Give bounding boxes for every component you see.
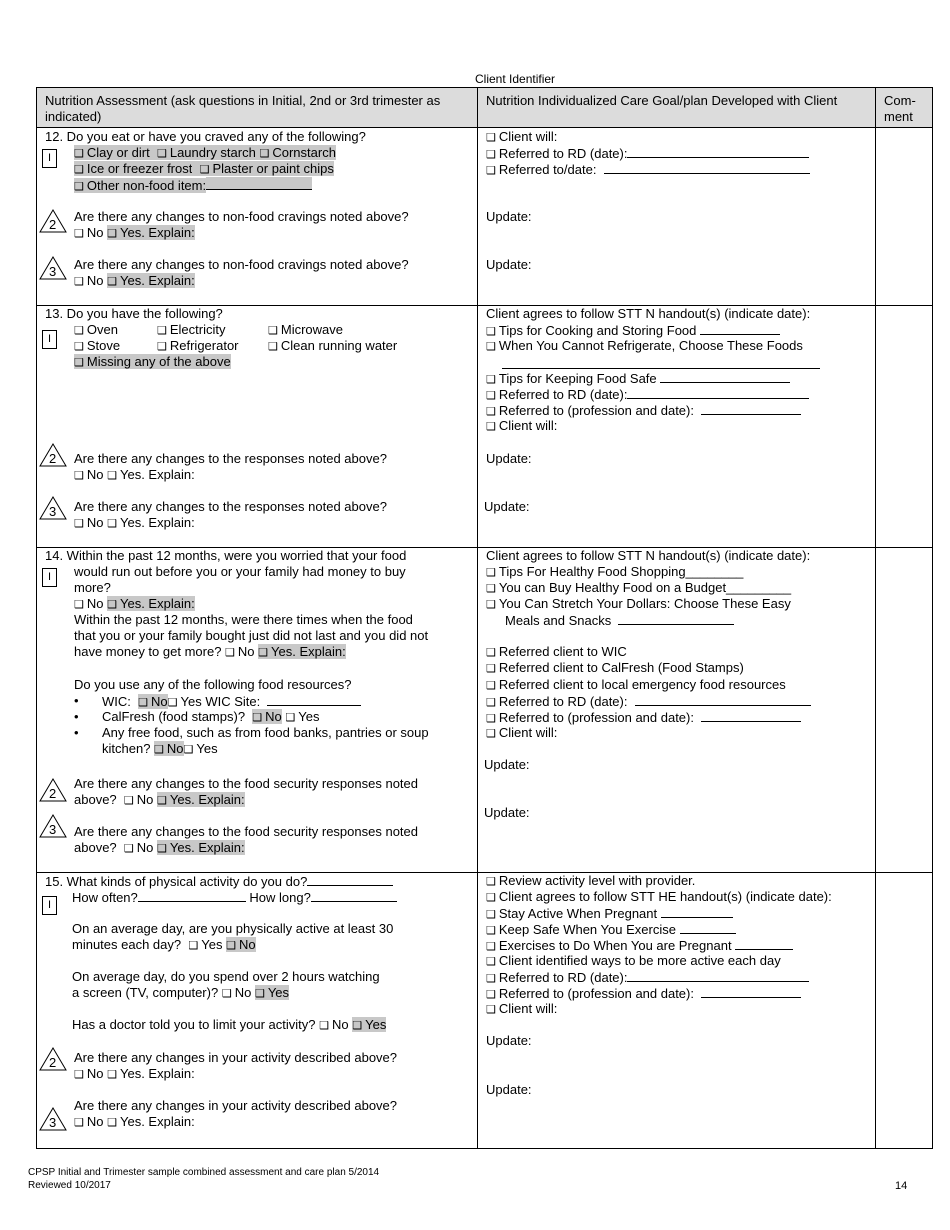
activity-field[interactable] (307, 873, 393, 886)
q14-handout-stretch (486, 596, 791, 613)
footer-line2: Reviewed 10/2017 (28, 1180, 111, 1191)
q15-active-line1: On an average day, are you physically active at least 30 (72, 921, 394, 936)
date-field[interactable] (735, 937, 793, 950)
q14-handout-stretch-cont: Meals and Snacks (505, 612, 734, 629)
svg-text:2: 2 (49, 786, 57, 801)
yes-explain-checkbox[interactable]: ❑ Yes. Explain: (157, 792, 245, 807)
no-checkbox[interactable]: ❑ No (74, 1066, 104, 1081)
yes-explain-checkbox[interactable]: ❑ Yes. Explain: (107, 273, 195, 288)
plan-checkbox[interactable]: ❑ When You Cannot Refrigerate, Choose These Foods (486, 338, 803, 353)
screen-yes-checkbox[interactable]: ❑ Yes (255, 985, 289, 1000)
q14-change-question-3-line1: Are there any changes to the food security responses noted (74, 824, 418, 839)
q15-doctor: Has a doctor told you to limit your activity? ❑ No ❑ Yes (72, 1017, 386, 1034)
q15-plan-intro (486, 889, 832, 906)
header-col3: Com-ment (876, 88, 932, 128)
q14-wic-row: • WIC: ❑ No❑ Yes WIC Site: (102, 693, 361, 711)
no-checkbox[interactable]: ❑ No (74, 467, 104, 482)
plan-checkbox[interactable]: ❑ Referred client to local emergency food resources (486, 677, 786, 692)
yes-explain-checkbox[interactable]: ❑ Yes. Explain: (107, 1114, 195, 1129)
q12-answer-2 (74, 225, 195, 242)
q12-update-3: Update: (486, 257, 532, 272)
option-stove[interactable]: ❑ Stove (74, 338, 120, 355)
q14-answer-worried (74, 596, 195, 613)
q14-question-line2: would run out before you or your family had money to buy (74, 564, 406, 579)
q15-question: 15. What kinds of physical activity do you do? (45, 873, 393, 890)
q12-answer-3 (74, 273, 195, 290)
q13-update-2: Update: (486, 451, 532, 466)
date-field[interactable] (701, 709, 801, 722)
no-checkbox[interactable]: ❑ No (74, 225, 104, 240)
q15-screen-line2: a screen (TV, computer)? ❑ No ❑ Yes (72, 985, 289, 1002)
q12-update-2: Update: (486, 209, 532, 224)
q15-frequency: How often? How long? (72, 889, 397, 906)
q14-free-food-line2: kitchen? ❑ No❑ Yes (102, 741, 218, 758)
q14-plan-calfresh (486, 660, 744, 677)
header-col1: Nutrition Assessment (ask questions in Initial, 2nd or 3rd trimester as indicated) (37, 88, 477, 128)
q14-q2-line2: that you or your family bought just did not last and you did not (74, 628, 429, 643)
third-trimester-marker (39, 814, 67, 838)
date-field[interactable] (701, 402, 801, 415)
plan-checkbox[interactable]: ❑ Client will: (486, 1001, 557, 1016)
q14-resources-question: Do you use any of the following food resources? (74, 677, 352, 692)
q14-question-line1: 14. Within the past 12 months, were you worried that your food (45, 548, 407, 563)
q14-change-question-2-line2: above? ❑ No ❑ Yes. Explain: (74, 792, 245, 809)
yes-explain-checkbox[interactable]: ❑ Yes. Explain: (157, 840, 245, 855)
option-other-nonfood[interactable]: ❑ Other non-food item: (74, 178, 206, 193)
q15-update-2: Update: (486, 1033, 532, 1048)
q14-change-question-2-line1: Are there any changes to the food security responses noted (74, 776, 418, 791)
second-trimester-marker (39, 443, 67, 467)
q14-plan-wic (486, 644, 627, 661)
how-long-field[interactable] (311, 889, 397, 902)
date-field[interactable] (701, 985, 801, 998)
q12-options-row2 (74, 161, 334, 178)
q15-answer-3 (74, 1114, 195, 1131)
initial-visit-marker: I (42, 149, 57, 168)
third-trimester-marker (39, 256, 67, 280)
date-field[interactable] (627, 145, 809, 158)
q15-plan-identified (486, 953, 781, 970)
svg-text:3: 3 (49, 264, 57, 279)
plan-checkbox[interactable]: ❑ Client identified ways to be more active each day (486, 953, 781, 968)
plan-checkbox[interactable]: ❑ Keep Safe When You Exercise (486, 922, 676, 937)
calfresh-yes-checkbox[interactable]: ❑ Yes (285, 709, 319, 724)
q12-question: 12. Do you eat or have you craved any of the following? (45, 129, 366, 144)
date-field[interactable] (635, 693, 811, 706)
q14-q2-line1: Within the past 12 months, were there times when the food (74, 612, 413, 627)
plan-checkbox[interactable]: ❑ Client will: (486, 418, 557, 433)
plan-checkbox[interactable]: ❑ Referred client to WIC (486, 644, 627, 659)
plan-checkbox[interactable]: ❑ You Can Stretch Your Dollars: Choose These Easy (486, 596, 791, 611)
q13-handout-refrigerate (486, 338, 803, 355)
q12-change-question-2: Are there any changes to non-food cravings noted above? (74, 209, 409, 224)
q15-answer-2 (74, 1066, 195, 1083)
initial-visit-marker: I (42, 568, 57, 587)
q14-plan-emergency (486, 677, 786, 694)
no-checkbox[interactable]: ❑ No (74, 273, 104, 288)
no-checkbox[interactable]: ❑ No (74, 1114, 104, 1129)
q15-change-question-2: Are there any changes in your activity described above? (74, 1050, 398, 1065)
date-field[interactable] (627, 969, 809, 982)
option-microwave[interactable]: ❑ Microwave (268, 322, 343, 339)
footer-line1: CPSP Initial and Trimester sample combined assessment and care plan 5/2014 (28, 1167, 380, 1178)
q13-update-3: Update: (484, 499, 530, 514)
q14-update-2: Update: (484, 757, 530, 772)
other-nonfood-field[interactable] (206, 177, 312, 190)
option-plaster[interactable]: ❑ Plaster or paint chips (200, 161, 334, 176)
q12-plan-client-will (486, 129, 557, 146)
date-field[interactable] (627, 386, 809, 399)
date-field[interactable] (700, 322, 780, 335)
svg-text:3: 3 (49, 504, 57, 519)
free-food-no-checkbox[interactable]: ❑ No (154, 741, 184, 756)
plan-checkbox[interactable]: ❑ Referred to (profession and date): (486, 403, 694, 418)
plan-checkbox[interactable]: ❑ Tips for Keeping Food Safe (486, 371, 657, 386)
option-clean-water[interactable]: ❑ Clean running water (268, 338, 397, 355)
plan-checkbox[interactable]: ❑ Referred client to CalFresh (Food Stamps) (486, 660, 744, 675)
plan-checkbox[interactable]: ❑ Tips For Healthy Food Shopping________ (486, 564, 743, 579)
q15-change-question-3: Are there any changes in your activity described above? (74, 1098, 398, 1113)
second-trimester-marker (39, 1047, 67, 1071)
yes-explain-checkbox[interactable]: ❑ Yes. Explain: (107, 467, 195, 482)
q13-question: 13. Do you have the following? (45, 306, 223, 321)
svg-text:2: 2 (49, 451, 57, 466)
free-food-yes-checkbox[interactable]: ❑ Yes (184, 741, 218, 756)
svg-text:2: 2 (49, 1055, 57, 1070)
option-electricity[interactable]: ❑ Electricity (157, 322, 226, 339)
no-checkbox[interactable]: ❑ No (74, 515, 104, 530)
q12-options-row3 (74, 177, 312, 195)
third-trimester-marker (39, 1107, 67, 1131)
no-checkbox[interactable]: ❑ No (124, 792, 154, 807)
q13-answer-3 (74, 515, 195, 532)
calfresh-no-checkbox[interactable]: ❑ No (252, 709, 282, 724)
assessment-table (36, 87, 933, 1149)
q14-plan-intro: Client agrees to follow STT N handout(s) (indicate date): (486, 548, 811, 563)
plan-checkbox[interactable]: ❑ Review activity level with provider. (486, 873, 695, 888)
yes-explain-checkbox[interactable]: ❑ Yes. Explain: (107, 225, 195, 240)
q14-free-food-line1: • Any free food, such as from food banks, pantries or soup (102, 725, 429, 741)
option-oven[interactable]: ❑ Oven (74, 322, 118, 339)
plan-checkbox[interactable]: ❑ Client will: (486, 725, 557, 740)
q14-plan-client-will (486, 725, 557, 742)
svg-text:3: 3 (49, 1115, 57, 1130)
initial-visit-marker: I (42, 330, 57, 349)
option-cornstarch[interactable]: ❑ Cornstarch (259, 145, 335, 160)
third-trimester-marker (39, 496, 67, 520)
second-trimester-marker (39, 778, 67, 802)
yes-explain-checkbox[interactable]: ❑ Yes. Explain: (107, 515, 195, 530)
wic-no-checkbox[interactable]: ❑ No (138, 694, 168, 709)
plan-checkbox[interactable]: ❑ You can Buy Healthy Food on a Budget_________ (486, 580, 791, 595)
q13-answer-2 (74, 467, 195, 484)
plan-checkbox[interactable]: ❑ Referred to RD (date): (486, 146, 627, 161)
plan-checkbox[interactable]: ❑ Referred to (profession and date): (486, 986, 694, 1001)
plan-checkbox[interactable]: ❑ Referred to RD (date): (486, 387, 627, 402)
active-no-checkbox[interactable]: ❑ No (226, 937, 256, 952)
q14-handout-budget (486, 580, 791, 597)
date-field[interactable] (680, 921, 736, 934)
initial-visit-marker: I (42, 896, 57, 915)
q13-change-question-2: Are there any changes to the responses noted above? (74, 451, 387, 466)
client-identifier-label: Client Identifier (475, 72, 556, 86)
q14-handout-shopping (486, 564, 743, 581)
svg-text:3: 3 (49, 822, 57, 837)
plan-checkbox[interactable]: ❑ Referred to RD (date): (486, 694, 627, 709)
wic-site-field[interactable] (267, 693, 361, 706)
q15-plan-client-will (486, 1001, 557, 1018)
q13-change-question-3: Are there any changes to the responses noted above? (74, 499, 387, 514)
plan-checkbox[interactable]: ❑ Referred to RD (date): (486, 970, 627, 985)
date-field[interactable] (618, 612, 734, 625)
yes-explain-checkbox[interactable]: ❑ Yes. Explain: (107, 1066, 195, 1081)
header-col2: Nutrition Individualized Care Goal/plan Developed with Client (478, 88, 875, 128)
screen-no-checkbox[interactable]: ❑ No (222, 985, 252, 1000)
q14-question-line3: more? (74, 580, 111, 595)
no-checkbox[interactable]: ❑ No (225, 644, 255, 659)
doctor-no-checkbox[interactable]: ❑ No (319, 1017, 349, 1032)
plan-checkbox[interactable]: ❑ Referred to (profession and date): (486, 710, 694, 725)
option-laundry-starch[interactable]: ❑ Laundry starch (157, 145, 256, 160)
date-field[interactable] (604, 161, 810, 174)
active-yes-checkbox[interactable]: ❑ Yes (188, 937, 222, 952)
date-field[interactable] (502, 356, 820, 369)
plan-checkbox[interactable]: ❑ Stay Active When Pregnant (486, 906, 657, 921)
q15-update-3: Update: (486, 1082, 532, 1097)
column-divider (875, 88, 876, 1148)
q14-q2-line3: have money to get more? ❑ No ❑ Yes. Explain: (74, 644, 346, 661)
plan-checkbox[interactable]: ❑ Referred to/date: (486, 162, 596, 177)
plan-checkbox[interactable]: ❑ Tips for Cooking and Storing Food (486, 323, 696, 338)
q15-screen-line1: On average day, do you spend over 2 hours watching (72, 969, 380, 984)
q13-plan-intro: Client agrees to follow STT N handout(s) (indicate date): (486, 306, 811, 321)
wic-yes-checkbox[interactable]: ❑ Yes WIC Site: (168, 694, 261, 709)
plan-checkbox[interactable]: ❑ Client agrees to follow STT HE handout(s) (indicate date): (486, 889, 832, 904)
yes-explain-checkbox[interactable]: ❑ Yes. Explain: (258, 644, 346, 659)
q12-plan-referred (486, 161, 810, 179)
option-refrigerator[interactable]: ❑ Refrigerator (157, 338, 239, 355)
q14-change-question-3-line2: above? ❑ No ❑ Yes. Explain: (74, 840, 245, 857)
second-trimester-marker (39, 209, 67, 233)
no-checkbox[interactable]: ❑ No (74, 596, 104, 611)
plan-checkbox[interactable]: ❑ Client will: (486, 129, 557, 144)
date-field[interactable] (661, 905, 733, 918)
q14-update-3: Update: (484, 805, 530, 820)
how-often-field[interactable] (138, 889, 246, 902)
no-checkbox[interactable]: ❑ No (124, 840, 154, 855)
svg-text:2: 2 (49, 217, 57, 232)
q15-plan-review (486, 873, 695, 890)
option-clay[interactable]: ❑ Clay or dirt (74, 145, 150, 160)
column-divider (477, 88, 478, 1148)
q12-change-question-3: Are there any changes to non-food cravings noted above? (74, 257, 409, 272)
q15-active-line2: minutes each day? ❑ Yes ❑ No (72, 937, 256, 954)
option-missing-any[interactable]: ❑ Missing any of the above (74, 354, 231, 371)
q12-options-row1 (74, 145, 336, 162)
option-ice[interactable]: ❑ Ice or freezer frost (74, 161, 192, 176)
q13-plan-client-will (486, 418, 557, 435)
page-number: 14 (895, 1180, 908, 1192)
plan-checkbox[interactable]: ❑ Exercises to Do When You are Pregnant (486, 938, 732, 953)
date-field[interactable] (660, 370, 790, 383)
q14-calfresh-row: • CalFresh (food stamps)? ❑ No ❑ Yes (102, 709, 320, 726)
yes-explain-checkbox[interactable]: ❑ Yes. Explain: (107, 596, 195, 611)
doctor-yes-checkbox[interactable]: ❑ Yes (352, 1017, 386, 1032)
